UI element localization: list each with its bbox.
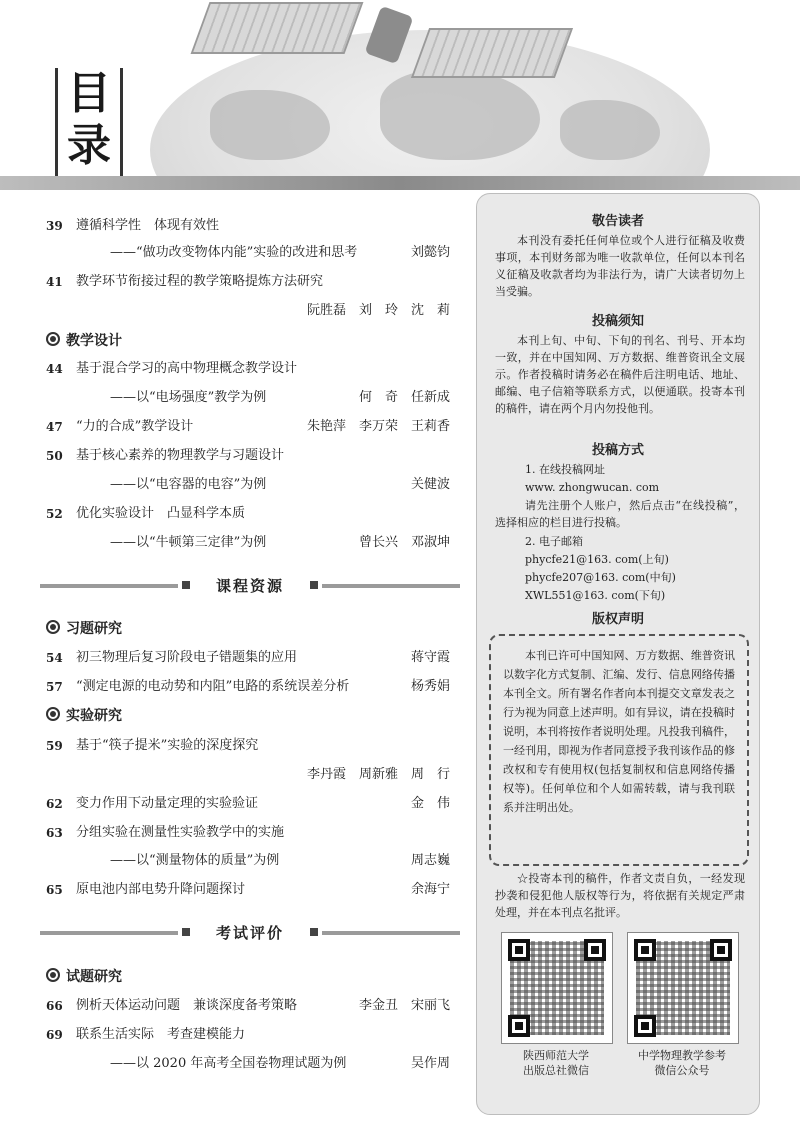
entry-authors: 余海宁 <box>410 882 450 897</box>
section-heading-teaching-design <box>46 329 122 353</box>
toc-entry[interactable] <box>40 445 460 467</box>
section-bullet-icon <box>46 332 60 346</box>
section-bullet-icon <box>46 707 60 721</box>
toc-entry[interactable] <box>40 300 460 322</box>
divider-exam-evaluation <box>40 922 460 944</box>
entry-subtitle: ——以“牛顿第三定律”为例 <box>110 535 267 550</box>
toc-entry[interactable] <box>40 822 460 844</box>
guide-title: 投稿须知 <box>591 314 644 329</box>
qr-finder-icon <box>634 939 656 961</box>
method-email-label: 2. 电子邮箱 <box>525 535 583 548</box>
section-label: 教学设计 <box>66 333 122 349</box>
header-band <box>0 176 800 190</box>
copyright-box <box>489 634 749 866</box>
section-label: 试题研究 <box>66 969 122 985</box>
entry-authors: 关健波 <box>410 477 450 492</box>
page-number: 39 <box>46 219 63 233</box>
qr-finder-icon <box>508 939 530 961</box>
entry-authors: 曾长兴 邓淑坤 <box>358 535 450 550</box>
section-heading-experiment-research <box>46 704 122 728</box>
continent-shape <box>210 90 330 160</box>
entry-authors: 李金丑 宋丽飞 <box>358 998 450 1013</box>
email-last-ten-days[interactable]: XWL551@163. com(下旬) <box>525 589 666 602</box>
page-number: 66 <box>46 999 63 1013</box>
section-label: 实验研究 <box>66 708 122 724</box>
toc-entry[interactable] <box>40 242 460 264</box>
toc-entry[interactable] <box>40 1053 460 1075</box>
toc-entry[interactable] <box>40 1024 460 1046</box>
page-number: 44 <box>46 362 63 376</box>
guide-text: 本刊上旬、中旬、下旬的刊名、刊号、开本均一致，并在中国知网、万方数据、维普资讯全文展示。作者投稿时请务必在稿件后注明电话、地址、邮编、电子信箱等联系方式，以便通联。投寄本刊的稿件，请在两个月内勿投他刊。 <box>495 334 745 415</box>
page-number: 50 <box>46 449 63 463</box>
toc-entry[interactable] <box>40 879 460 901</box>
entry-authors: 李丹霞 周新雅 周 行 <box>306 767 450 782</box>
page-number: 69 <box>46 1028 63 1042</box>
divider-square-icon <box>182 581 190 589</box>
entry-title: 基于“筷子提米”实验的深度探究 <box>76 738 259 753</box>
entry-authors: 金 伟 <box>410 796 450 811</box>
divider-label: 课程资源 <box>215 577 284 595</box>
page-number: 47 <box>46 420 63 434</box>
entry-title: 教学环节衔接过程的教学策略提炼方法研究 <box>76 274 324 289</box>
notice-title: 敬告读者 <box>591 214 644 229</box>
divider-square-icon <box>310 928 318 936</box>
entry-title: 基于混合学习的高中物理概念教学设计 <box>76 361 298 376</box>
page-number: 41 <box>46 275 63 289</box>
page-title <box>55 68 123 176</box>
email-mid-ten-days[interactable]: phycfe207@163. com(中旬) <box>525 571 676 584</box>
entry-authors: 周志巍 <box>410 853 450 868</box>
entry-title: 优化实验设计 凸显科学本质 <box>76 506 246 521</box>
entry-title: 原电池内部电势升降问题探讨 <box>76 882 246 897</box>
page-number: 52 <box>46 507 63 521</box>
qr-code-publisher[interactable] <box>501 932 613 1044</box>
toc-entry[interactable] <box>40 358 460 380</box>
title-char-2: 录 <box>67 120 111 171</box>
toc-entry[interactable] <box>40 532 460 554</box>
entry-authors: 吴作周 <box>410 1056 450 1071</box>
title-char-1: 目 <box>67 68 111 119</box>
toc-entry[interactable] <box>40 995 460 1017</box>
divider-bar <box>40 584 178 588</box>
email-first-ten-days[interactable]: phycfe21@163. com(上旬) <box>525 553 669 566</box>
qr-caption-publisher <box>491 1048 621 1078</box>
entry-subtitle: ——以“电场强度”教学为例 <box>110 390 267 405</box>
toc-entry[interactable] <box>40 764 460 786</box>
copyright-text: 本刊已许可中国知网、万方数据、维普资讯以数字化方式复制、汇编、发行、信息网络传播本刊全文。所有署名作者向本刊提交文章发表之行为视为同意上述声明。如有异议，请在投稿时说明，本刊将按作者说明处理。凡投我刊稿件，一经刊用，即视为作者同意授予我刊该作品的修改权和专有使用权(包括复制权和信息网络传播权等)。任何单位和个人如需转载，请与我刊联系并注明出处。 <box>503 649 735 814</box>
entry-authors: 阮胜磊 刘 玲 沈 莉 <box>306 303 450 318</box>
qr-finder-icon <box>508 1015 530 1037</box>
qr-finder-icon <box>584 939 606 961</box>
qr-finder-icon <box>710 939 732 961</box>
warning-text: ☆投寄本刊的稿件，作者文责自负，一经发现抄袭和侵犯他人版权等行为，将依据有关规定严肃处理，并在本刊点名批评。 <box>495 872 745 919</box>
entry-authors: 刘懿钧 <box>410 245 450 260</box>
notice-text: 本刊没有委托任何单位或个人进行征稿及收费事项，本刊财务部为唯一收款单位，任何以本刊名义征稿及收款者均为非法行为，请广大读者切勿上当受骗。 <box>495 234 745 298</box>
method-online-label: 1. 在线投稿网址 <box>525 463 605 476</box>
qr-caption-line: 出版总社微信 <box>523 1064 589 1077</box>
qr-caption-line: 微信公众号 <box>654 1064 710 1077</box>
qr-caption-journal <box>617 1048 747 1078</box>
qr-caption-line: 陕西师范大学 <box>523 1049 589 1062</box>
toc-entry[interactable] <box>40 387 460 409</box>
divider-bar <box>40 931 178 935</box>
section-heading-exercise-research <box>46 617 122 641</box>
satellite-panel-left <box>191 2 364 54</box>
toc-entry[interactable] <box>40 793 460 815</box>
divider-label: 考试评价 <box>215 924 284 942</box>
toc-entry[interactable] <box>40 647 460 669</box>
entry-title: 变力作用下动量定理的实验验证 <box>76 796 259 811</box>
entry-subtitle: ——以“测量物体的质量”为例 <box>110 853 280 868</box>
entry-title: 初三物理后复习阶段电子错题集的应用 <box>76 650 298 665</box>
divider-bar <box>322 584 460 588</box>
satellite-panel-right <box>411 28 573 78</box>
divider-course-resources <box>40 575 460 597</box>
method-title: 投稿方式 <box>591 443 644 458</box>
entry-subtitle: ——“做功改变物体内能”实验的改进和思考 <box>110 245 358 260</box>
notice-sidebar <box>476 193 760 1115</box>
divider-square-icon <box>310 581 318 589</box>
toc-entry[interactable] <box>40 416 460 438</box>
section-label: 习题研究 <box>66 621 122 637</box>
qr-caption-line: 中学物理教学参考 <box>638 1049 726 1062</box>
section-bullet-icon <box>46 620 60 634</box>
page-number: 57 <box>46 680 63 694</box>
continent-shape <box>380 70 540 160</box>
page-number: 59 <box>46 739 63 753</box>
entry-authors: 杨秀娟 <box>410 679 450 694</box>
submission-url[interactable]: www. zhongwucan. com <box>525 481 660 494</box>
toc-entry[interactable] <box>40 271 460 293</box>
section-bullet-icon <box>46 968 60 982</box>
entry-title: “测定电源的电动势和内阻”电路的系统误差分析 <box>76 679 350 694</box>
toc-entry[interactable] <box>40 850 460 872</box>
toc-entry[interactable] <box>40 215 460 237</box>
divider-square-icon <box>182 928 190 936</box>
entry-title: 遵循科学性 体现有效性 <box>76 218 220 233</box>
entry-subtitle: ——以“电容器的电容”为例 <box>110 477 267 492</box>
toc-entry[interactable] <box>40 676 460 698</box>
toc-entry[interactable] <box>40 735 460 757</box>
section-heading-exam-research <box>46 965 122 989</box>
entry-authors: 朱艳萍 李万荣 王莉香 <box>306 419 450 434</box>
header-illustration <box>0 0 800 190</box>
entry-title: 例析天体运动问题 兼谈深度备考策略 <box>76 998 298 1013</box>
entry-title: 联系生活实际 考查建模能力 <box>76 1027 246 1042</box>
toc-entry[interactable] <box>40 474 460 496</box>
entry-title: 分组实验在测量性实验教学中的实施 <box>76 825 285 840</box>
qr-finder-icon <box>634 1015 656 1037</box>
entry-authors: 何 奇 任新成 <box>358 390 450 405</box>
entry-title: “力的合成”教学设计 <box>76 419 194 434</box>
method-online-text: 请先注册个人账户，然后点击“在线投稿”，选择相应的栏目进行投稿。 <box>495 499 745 529</box>
entry-authors: 蒋守霞 <box>410 650 450 665</box>
continent-shape <box>560 100 660 160</box>
entry-subtitle: ——以 2020 年高考全国卷物理试题为例 <box>110 1056 347 1071</box>
qr-code-journal[interactable] <box>627 932 739 1044</box>
page-number: 62 <box>46 797 63 811</box>
page-number: 63 <box>46 826 63 840</box>
page-number: 54 <box>46 651 63 665</box>
page-number: 65 <box>46 883 63 897</box>
divider-bar <box>322 931 460 935</box>
entry-title: 基于核心素养的物理教学与习题设计 <box>76 448 285 463</box>
toc-entry[interactable] <box>40 503 460 525</box>
copyright-title: 版权声明 <box>591 612 644 627</box>
